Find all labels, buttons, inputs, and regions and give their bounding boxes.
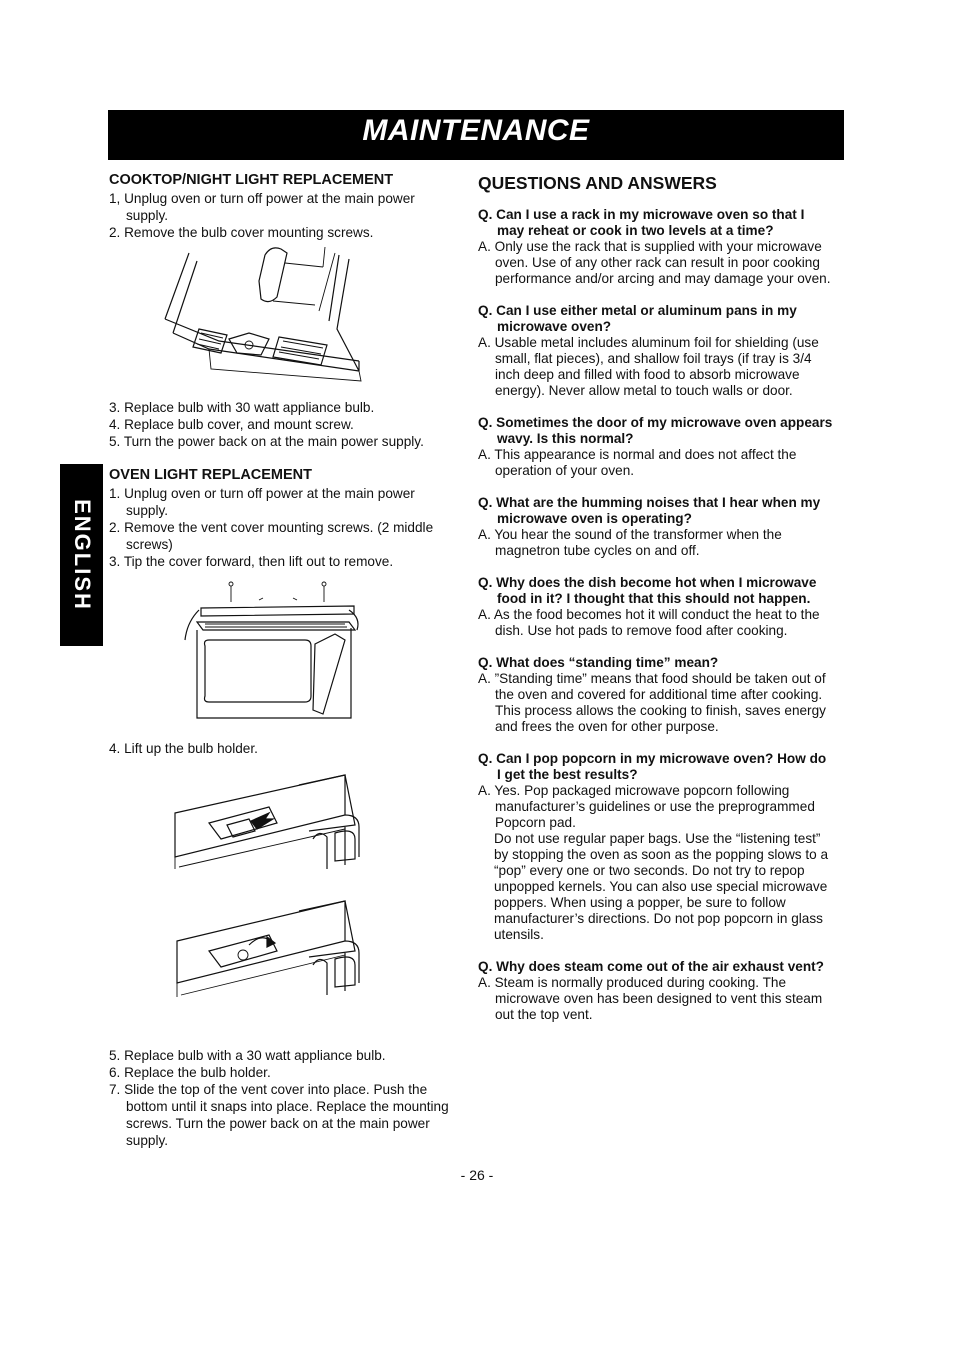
answer-continued: Do not use regular paper bags. Use the “listening test” by stopping the oven as soon as the popping slows to a “pop” every one or two seconds. Do not try to repop unpopped kernels. You can also use special microwave poppers. When using a popper, be sure to follow manufacturer’s directions. Do not pop popcorn in glass utensils. xyxy=(494,831,829,942)
qa-item xyxy=(478,495,833,559)
language-tab xyxy=(60,464,103,646)
oven-light-heading: OVEN LIGHT REPLACEMENT xyxy=(109,467,313,483)
question: Q. Can I use a rack in my microwave oven so that I may reheat or cook in two levels at a time? xyxy=(478,207,805,238)
step: 1. Unplug oven or turn off power at the main power supply. xyxy=(109,486,415,518)
qa-item xyxy=(478,959,833,1023)
question: Q. Can I use either metal or aluminum pans in my microwave oven? xyxy=(478,303,797,334)
answer: A. You hear the sound of the transformer when the magnetron tube cycles on and off. xyxy=(478,527,782,558)
step: 5. Turn the power back on at the main power supply. xyxy=(109,434,424,449)
answer: A. Steam is normally produced during cooking. The microwave oven has been designed to vent this steam out the top vent. xyxy=(478,975,823,1022)
answer: A. Yes. Pop packaged microwave popcorn following manufacturer’s guidelines or use the preprogrammed Popcorn pad. xyxy=(478,783,815,830)
step: 2. Remove the vent cover mounting screws. (2 middle screws) xyxy=(109,520,434,552)
right-column xyxy=(478,172,833,1039)
question: Q. What does “standing time” mean? xyxy=(478,655,719,670)
question: Q. Why does steam come out of the air exhaust vent? xyxy=(478,959,824,974)
title-banner xyxy=(108,110,844,160)
answer: A. ”Standing time” means that food should be taken out of the oven and covered for additional time after cooking. This process allows the cooking to finish, saves energy and frees the oven for other purpose. xyxy=(478,671,826,734)
answer: A. This appearance is normal and does not affect the operation of your oven. xyxy=(478,447,797,478)
step: 4. Replace bulb cover, and mount screw. xyxy=(109,417,354,432)
question: Q. What are the humming noises that I hear when my microwave oven is operating? xyxy=(478,495,821,526)
answer: A. As the food becomes hot it will conduct the heat to the dish. Use hot pads to remove food after cooking. xyxy=(478,607,820,638)
qa-item xyxy=(478,655,833,735)
cooktop-heading: COOKTOP/NIGHT LIGHT REPLACEMENT xyxy=(109,172,394,188)
qa-item xyxy=(478,207,833,287)
cooktop-light-illustration xyxy=(109,241,459,399)
vent-cover-illustration xyxy=(109,570,459,740)
page-number: - 26 - xyxy=(460,1167,494,1183)
answer: A. Usable metal includes aluminum foil for shielding (use small, flat pieces), and shallow foil trays (if tray is 3/4 inch deep and filled with food to absorb microwave energy). Never allow metal to touch walls or door. xyxy=(478,335,819,398)
step: 2. Remove the bulb cover mounting screws. xyxy=(109,225,374,240)
step: 7. Slide the top of the vent cover into place. Push the bottom until it snaps into place. Replace the mounting screws. Turn the power back on at the main power supply. xyxy=(109,1082,449,1148)
bulb-holder-illustration xyxy=(109,757,459,1047)
question: Q. Can I pop popcorn in my microwave oven? How do I get the best results? xyxy=(478,751,827,782)
step: 4. Lift up the bulb holder. xyxy=(109,741,258,756)
step: 3. Tip the cover forward, then lift out to remove. xyxy=(109,554,394,569)
step: 6. Replace the bulb holder. xyxy=(109,1065,271,1080)
question: Q. Why does the dish become hot when I microwave food in it? I thought that this should not happen. xyxy=(478,575,817,606)
step: 3. Replace bulb with 30 watt appliance bulb. xyxy=(109,400,375,415)
question: Q. Sometimes the door of my microwave oven appears wavy. Is this normal? xyxy=(478,415,833,446)
step: 1, Unplug oven or turn off power at the main power supply. xyxy=(109,191,415,223)
qa-item xyxy=(478,415,833,479)
qa-item xyxy=(478,751,833,943)
page-title: MAINTENANCE xyxy=(362,114,590,147)
language-tab-label: ENGLISH xyxy=(69,499,95,611)
qa-item xyxy=(478,575,833,639)
qa-item xyxy=(478,303,833,399)
answer: A. Only use the rack that is supplied with your microwave oven. Use of any other rack can result in poor cooking performance and/or arcing and may damage your oven. xyxy=(478,239,831,286)
qa-heading: QUESTIONS AND ANSWERS xyxy=(478,173,717,193)
left-column xyxy=(109,172,459,1149)
step: 5. Replace bulb with a 30 watt appliance bulb. xyxy=(109,1048,386,1063)
